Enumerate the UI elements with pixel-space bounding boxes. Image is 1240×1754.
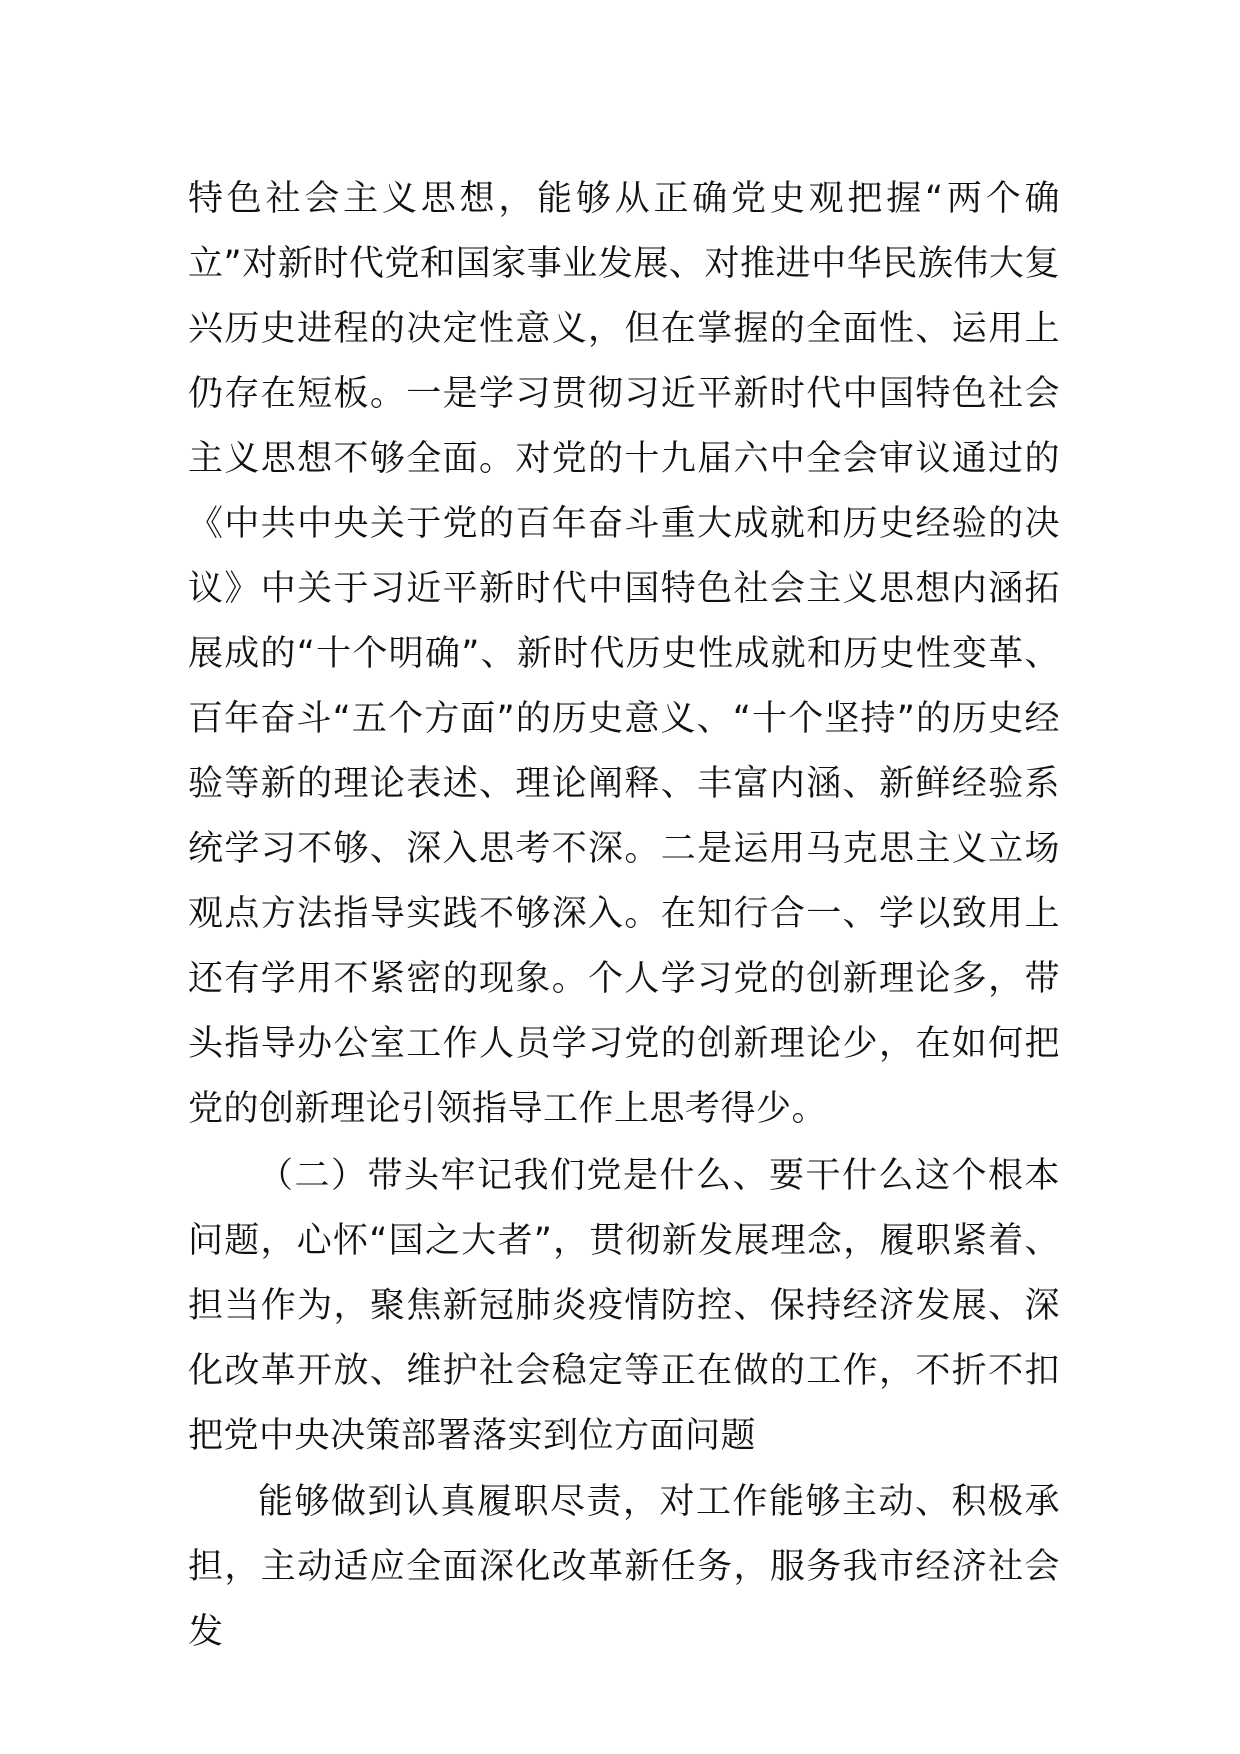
body-paragraph: 能够做到认真履职尽责，对工作能够主动、积极承担，主动适应全面深化改革新任务，服务我市经济社会发: [188, 1482, 1060, 1652]
section-heading-paragraph: （二）带头牢记我们党是什么、要干什么这个根本问题，心怀“国之大者”，贯彻新发展理念，履职紧着、担当作为，聚焦新冠肺炎疫情防控、保持经济发展、深化改革开放、维护社会稳定等正在做的工作，不折不扣把党中央决策部署落实到位方面问题: [188, 1156, 1060, 1456]
body-paragraph: 特色社会主义思想，能够从正确党史观把握“两个确立”对新时代党和国家事业发展、对推进中华民族伟大复兴历史进程的决定性意义，但在掌握的全面性、运用上仍存在短板。一是学习贯彻习近平新时代中国特色社会主义思想不够全面。对党的十九届六中全会审议通过的《中共中央关于党的百年奋斗重大成就和历史经验的决议》中关于习近平新时代中国特色社会主义思想内涵拓展成的“十个明确”、新时代历史性成就和历史性变革、百年奋斗“五个方面”的历史意义、“十个坚持”的历史经验等新的理论表述、理论阐释、丰富内涵、新鲜经验系统学习不够、深入思考不深。二是运用马克思主义立场观点方法指导实践不够深入。在知行合一、学以致用上还有学用不紧密的现象。个人学习党的创新理论多，带头指导办公室工作人员学习党的创新理论少，在如何把党的创新理论引领指导工作上思考得少。: [188, 179, 1060, 1129]
